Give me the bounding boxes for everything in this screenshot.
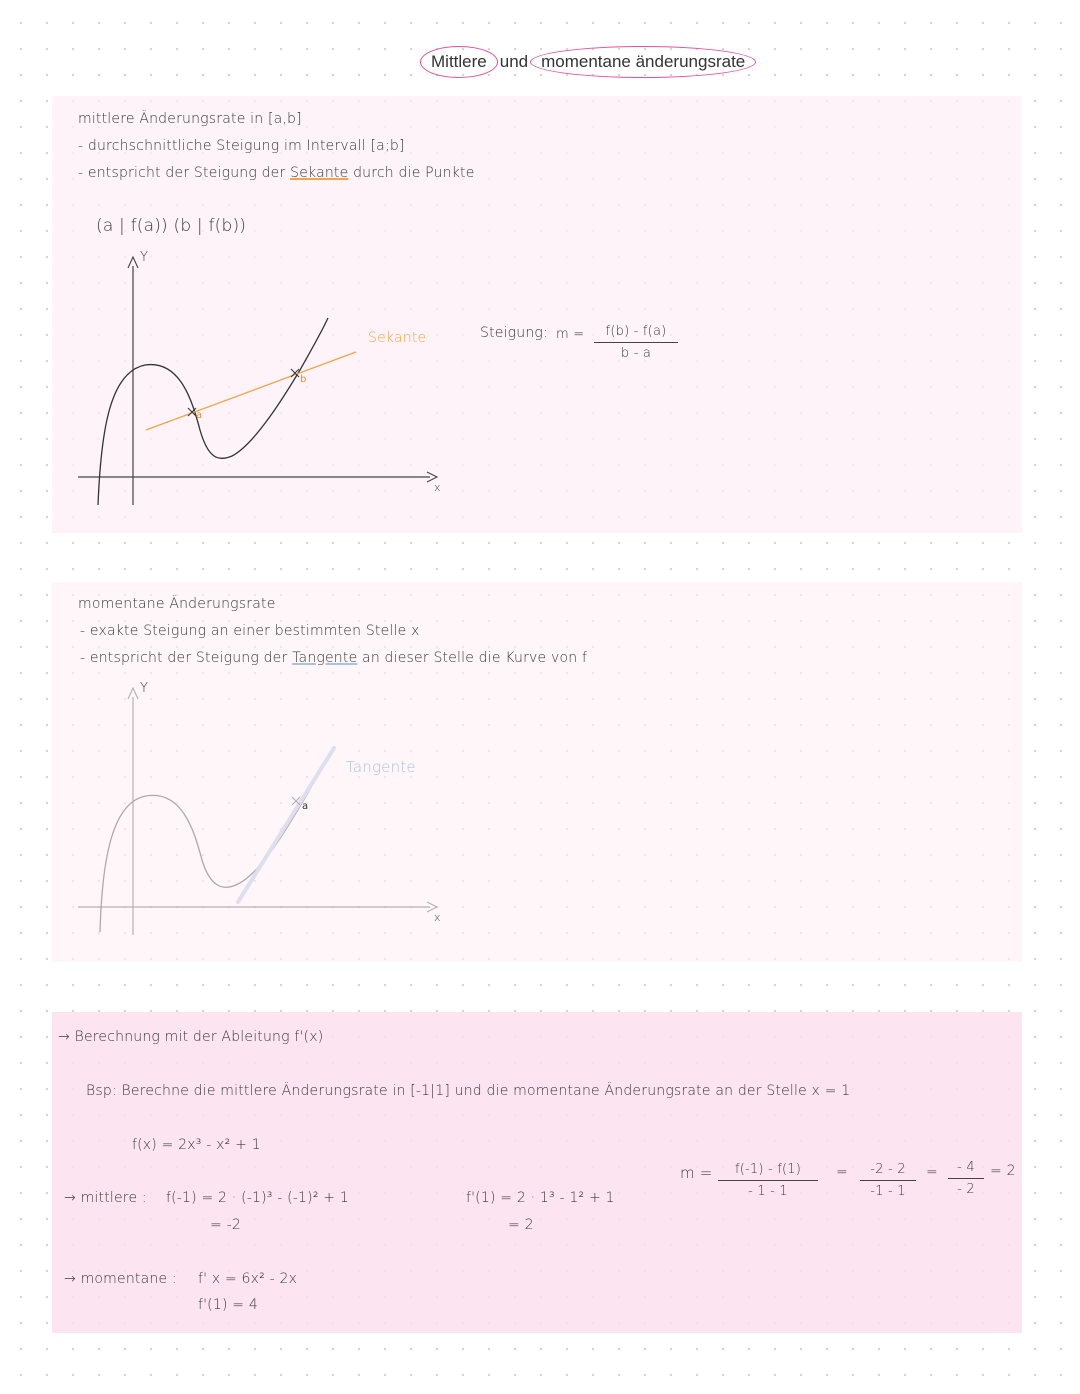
mittlere-bullet-1: - durchschnittliche Steigung im Intervall [a;b] — [78, 138, 405, 154]
slope-denominator: b - a — [620, 346, 652, 361]
slope-calc-fraction-3 — [948, 1160, 984, 1197]
mittlere-calc-line-1: f(-1) = 2 · (-1)³ - (-1)² + 1 — [166, 1190, 349, 1206]
slope-m: m = — [556, 327, 585, 342]
slope-calc-fraction-2 — [860, 1162, 916, 1199]
berechnung-heading: → Berechnung mit der Ableitung f'(x) — [58, 1029, 324, 1045]
y-axis-label: Y — [140, 250, 149, 265]
fraction-1-denominator: - 1 - 1 — [748, 1184, 788, 1199]
momentane-bullet-2-end: an dieser Stelle die Kurve von f — [357, 650, 588, 666]
y-axis-2-label: Y — [140, 681, 149, 696]
fprime-calc-line-1: f'(1) = 2 · 1³ - 1² + 1 — [466, 1190, 615, 1206]
x-axis-2-label: x — [434, 911, 441, 924]
point-a2-label: a — [302, 801, 309, 812]
fraction-2-numerator: -2 - 2 — [870, 1162, 906, 1177]
fraction-1-bar — [718, 1180, 818, 1181]
x-axis-label: x — [434, 481, 441, 494]
momentane-heading: momentane Änderungsrate — [78, 596, 276, 612]
slope-label: Steigung: — [480, 325, 548, 341]
secant-line — [146, 352, 356, 430]
fraction-3-numerator: - 4 — [957, 1160, 975, 1175]
slope-numerator: f(b) - f(a) — [605, 324, 667, 339]
title-oval-momentane: momentane änderungsrate — [530, 46, 756, 78]
title-oval-mittlere: Mittlere — [420, 46, 498, 78]
mittlere-calc-label: → mittlere : — [64, 1190, 147, 1206]
momentane-bullet-2 — [80, 650, 587, 666]
slope-calc-result: = 2 — [990, 1163, 1016, 1179]
slope-fraction — [594, 324, 678, 361]
equals-1: = — [836, 1164, 848, 1180]
fraction-3-bar — [948, 1178, 984, 1179]
example-text: Bsp: Berechne die mittlere Änderungsrate in [-1|1] und die momentane Änderungsrate an der Stelle x = 1 — [86, 1083, 851, 1099]
slope-calc-fraction-1 — [718, 1162, 818, 1199]
momentane-calc-line-2: f'(1) = 4 — [198, 1297, 258, 1313]
momentane-bullet-1: - exakte Steigung an einer bestimmten Stelle x — [80, 623, 420, 639]
fraction-1-numerator: f(-1) - f(1) — [734, 1162, 802, 1177]
secant-word: Sekante — [290, 165, 349, 181]
momentane-bullet-2-text: - entspricht der Steigung der — [80, 650, 293, 666]
mittlere-bullet-2-end: durch die Punkte — [348, 165, 475, 181]
momentane-section — [52, 582, 1022, 962]
mittlere-points: (a | f(a)) (b | f(b)) — [96, 216, 247, 236]
momentane-calc-line-1: f' x = 6x² - 2x — [198, 1271, 298, 1287]
momentane-calc-label: → momentane : — [64, 1271, 177, 1287]
function-definition: f(x) = 2x³ - x² + 1 — [132, 1137, 261, 1153]
slope-calc-m: m = — [680, 1164, 713, 1182]
title-connector: und — [499, 52, 529, 71]
point-a-label: a — [196, 410, 203, 421]
fraction-2-denominator: -1 - 1 — [870, 1184, 906, 1199]
mittlere-heading: mittlere Änderungsrate in [a,b] — [78, 111, 302, 127]
secant-label: Sekante — [368, 330, 427, 346]
mittlere-bullet-2-text: - entspricht der Steigung der — [78, 165, 291, 181]
mittlere-calc-line-2: = -2 — [210, 1217, 241, 1233]
tangent-word: Tangente — [292, 650, 358, 666]
equals-2: = — [926, 1164, 938, 1180]
tangent-label: Tangente — [346, 758, 416, 776]
slope-fraction-bar — [594, 342, 678, 343]
point-b-label: b — [300, 374, 307, 385]
fraction-2-bar — [860, 1180, 916, 1181]
fraction-3-denominator: - 2 — [957, 1182, 975, 1197]
fprime-calc-line-2: = 2 — [508, 1217, 534, 1233]
